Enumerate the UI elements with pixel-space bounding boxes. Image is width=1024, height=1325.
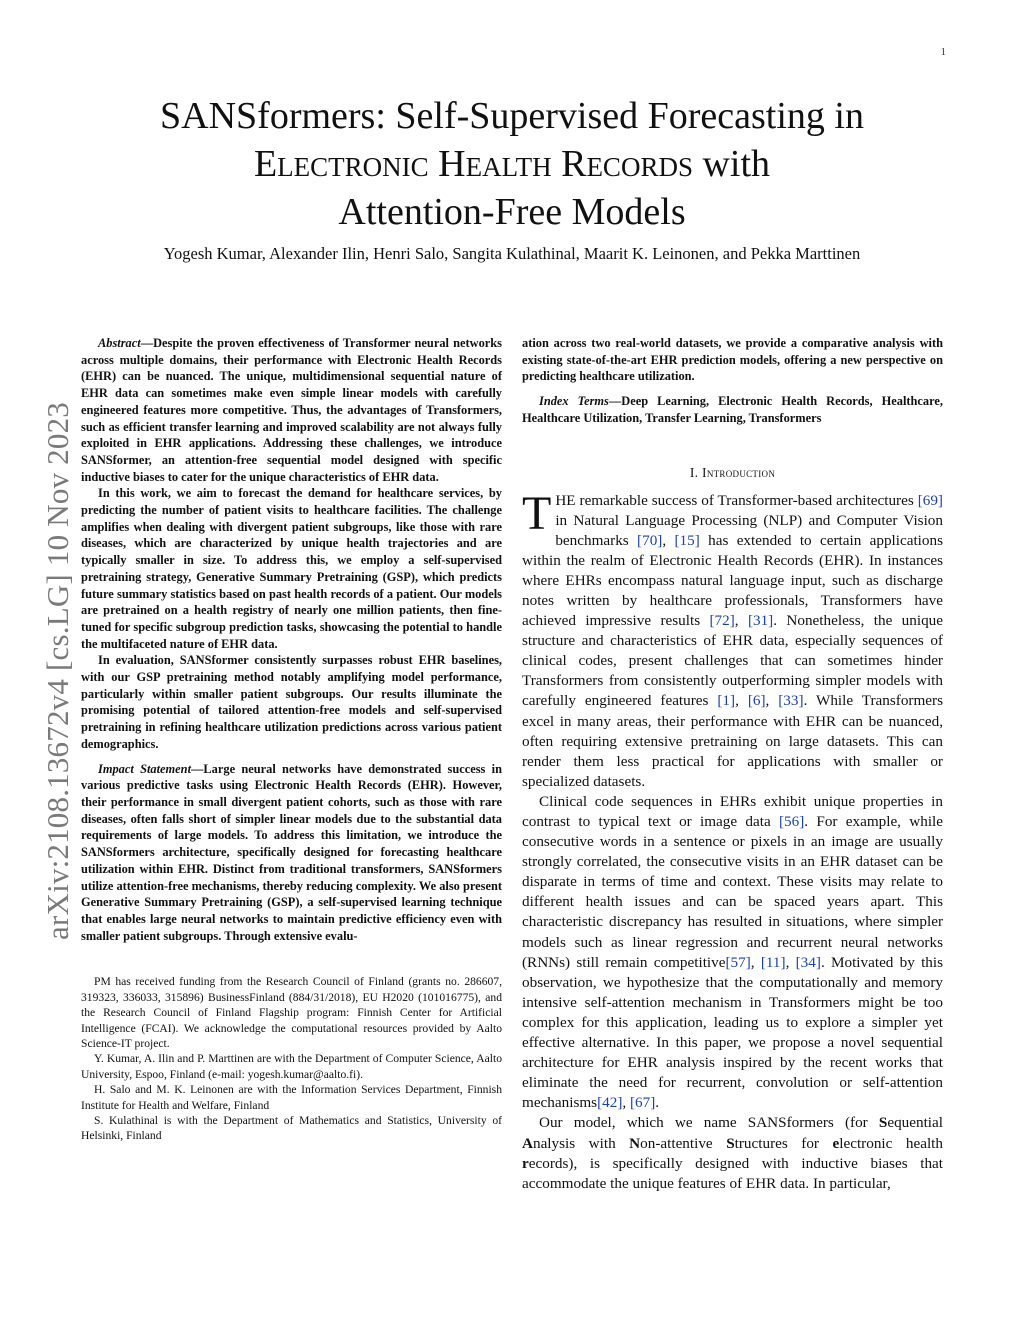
title-line-2-smallcaps: Electronic Health Records bbox=[253, 143, 693, 185]
intro-text: . Nonetheless, the unique structure and characteristics of EHR data, especially sequences of clinical codes, present challenges that can sometimes hinder Transformers from consistently outperforming simpler models with carefully engineered features bbox=[522, 612, 944, 710]
abstract-paragraph-3: In evaluation, SANSformer consistently surpasses robust EHR baselines, with our GSP pretraining method notably amplifying model performance, particularly within smaller patient subgroups. Our results illuminate the promising potential of tailored attention-free models and self-supervised pretraining in refining healthcare utilization predictions across various patient demographics. bbox=[81, 653, 502, 751]
acronym-letter: S bbox=[726, 1134, 735, 1152]
acronym-letter: r bbox=[522, 1154, 529, 1172]
section-title: Introduction bbox=[702, 464, 776, 480]
citation-15[interactable]: [15] bbox=[674, 531, 700, 549]
intro-text: , bbox=[735, 692, 748, 710]
arxiv-id: arXiv:2108.13672v4 [cs.LG] 10 Nov 2023 bbox=[40, 402, 75, 940]
impact-text: —Large neural networks have demonstrated success in various predictive tasks using Electronic Health Records (EHR). However, their performance in small divergent patient cohorts, such as those with rare diseases, often falls short of simpler linear models due to the substantial data requirements of large models. To address this limitation, we introduce the SANSformers architecture, specifically designed for forecasting healthcare utilization within EHR. Distinct from traditional transformers, SANSformers utilize attention-free mechanisms, thereby reducing complexity. We also present Generative Summary Pretraining (GSP), a self-supervised learning technique that enables large neural networks to maintain predictive efficiency even with smaller patient subgroups. Through extensive evalu- bbox=[81, 761, 502, 943]
intro-text: , bbox=[785, 953, 796, 971]
citation-6[interactable]: [6] bbox=[747, 692, 766, 710]
intro-text: lectronic health bbox=[839, 1134, 943, 1152]
title-line-2-rest: with bbox=[692, 143, 771, 185]
index-terms bbox=[522, 393, 943, 426]
abstract-text-1: —Despite the proven effectiveness of Transformer neural networks across multiple domains, their performance with Electronic Health Records (EHR) can be nuanced. The unique, multidimensional sequential nature of EHR data can sometimes make even simple linear models with carefully engineered features more competitive. Thus, the advantages of Transformers, such as efficient transfer learning and improved scalability are not always fully exploited in EHR applications. Addressing these challenges, we introduce SANSformer, an attention-free sequential model designed with specific inductive biases to cater for the unique characteristics of EHR data. bbox=[81, 336, 502, 484]
citation-72[interactable]: [72] bbox=[709, 612, 735, 630]
intro-paragraph-1 bbox=[522, 486, 944, 792]
citation-56[interactable]: [56] bbox=[778, 813, 805, 831]
citation-1[interactable]: [1] bbox=[717, 692, 736, 710]
intro-text: , bbox=[765, 692, 779, 710]
page-number: 1 bbox=[940, 46, 946, 58]
impact-statement bbox=[81, 761, 502, 945]
impact-label: Impact Statement bbox=[98, 761, 192, 776]
intro-text: tructures for bbox=[734, 1134, 833, 1152]
left-column bbox=[81, 335, 502, 1144]
intro-text: . While Transformers excel in many areas, their performance with EHR can be nuanced, often requiring extensive pretraining on large datasets. This can render them less practical for applications with smaller or specialized datasets. bbox=[522, 692, 944, 790]
acronym-letter: A bbox=[522, 1134, 533, 1152]
title-line-2 bbox=[90, 140, 934, 188]
footnote-aalto: Y. Kumar, A. Ilin and P. Marttinen are with the Department of Computer Science, Aalto University, Espoo, Finland (e-mail: yogesh.kumar@aalto.fi). bbox=[81, 1052, 502, 1081]
intro-text: . For example, while consecutive words in a sentence or pixels in an image are usually strongly correlated, the consecutive visits in an EHR dataset can be disparate in terms of time and context. These visits may relate to different health issues and can be spaced years apart. This characteristic discrepancy has resulted in situations, where simpler models such as linear regression and recurrent neural networks (RNNs) still remain competitive bbox=[522, 813, 943, 971]
citation-67[interactable]: [67] bbox=[629, 1094, 656, 1112]
intro-text: equential bbox=[887, 1114, 943, 1132]
footnote-funding: PM has received funding from the Research Council of Finland (grants no. 286607, 319323, 336033, 315896) BusinessFinland (884/31/2018), EU H2020 (101016775), and the Research Council of Finland Flagship program: Finnish Center for Artificial Intelligence (FCAI). We acknowledge the computational resources provided by Aalto Science-IT project. bbox=[81, 975, 502, 1050]
intro-text: Clinical code sequences in EHRs exhibit unique properties in contrast to typical text or image data bbox=[522, 792, 943, 831]
index-terms-label: Index Terms bbox=[539, 394, 609, 409]
author-list: Yogesh Kumar, Alexander Ilin, Henri Salo, Sangita Kulathinal, Maarit K. Leinonen, and Pekka Marttinen bbox=[163, 244, 861, 263]
intro-text: has extended to certain applications within the realm of Electronic Health Records (EHR). In instances where EHRs encompass natural language input, such as discharge notes written by healthcare professionals, Transformers have achieved impressive results bbox=[522, 531, 944, 630]
section-heading-introduction bbox=[522, 465, 943, 481]
intro-text: , bbox=[662, 531, 675, 549]
intro-text: , bbox=[622, 1094, 630, 1112]
intro-text: . bbox=[655, 1094, 660, 1112]
citation-31[interactable]: [31] bbox=[747, 612, 774, 630]
section-numeral: I. bbox=[689, 464, 703, 480]
acronym-letter: e bbox=[832, 1134, 840, 1152]
drop-cap: T bbox=[522, 486, 552, 540]
intro-paragraph-3 bbox=[522, 1113, 943, 1193]
intro-text: in Natural Language Processing (NLP) and Computer Vision benchmarks bbox=[555, 511, 943, 549]
abstract-paragraph-1 bbox=[81, 335, 502, 485]
citation-33[interactable]: [33] bbox=[778, 692, 804, 710]
intro-paragraph-2 bbox=[522, 792, 943, 1114]
abstract-label: Abstract bbox=[98, 336, 141, 350]
intro-text: Our model, which we name SANSformers (for bbox=[539, 1114, 879, 1132]
citation-11[interactable]: [11] bbox=[760, 953, 786, 971]
citation-57[interactable]: [57] bbox=[725, 953, 751, 971]
intro-text: , bbox=[734, 612, 748, 630]
title-line-3: Attention-Free Models bbox=[338, 191, 686, 233]
intro-text: ecords), is specifically designed with inductive biases that accommodate the unique features of EHR data. In particular, bbox=[522, 1154, 943, 1192]
intro-text: , bbox=[750, 953, 761, 971]
paper-title bbox=[90, 92, 934, 236]
citation-42[interactable]: [42] bbox=[597, 1094, 623, 1112]
intro-text: on-attentive bbox=[640, 1134, 727, 1152]
intro-text: . Motivated by this observation, we hypothesize that the computationally and memory intensive self-attention mechanism in Transformers might be too complex for this application, leading us to explore a simpler yet effective alternative. In this paper, we propose a novel sequential architecture for EHR analysis inspired by the recent works that eliminate the need for recurrent, convolution or self-attention mechanisms bbox=[522, 953, 944, 1112]
title-line-1: SANSformers: Self-Supervised Forecasting in bbox=[160, 95, 864, 137]
index-terms-text: —Deep Learning, Electronic Health Records, Healthcare, Healthcare Utilization, Transfer Learning, Transformers bbox=[522, 394, 943, 425]
citation-34[interactable]: [34] bbox=[795, 953, 821, 971]
impact-statement-continued: ation across two real-world datasets, we provide a comparative analysis with existing state-of-the-art EHR prediction models, offering a new perspective on predicting healthcare utilization. bbox=[522, 336, 943, 384]
citation-69[interactable]: [69] bbox=[917, 491, 943, 509]
abstract-paragraph-2: In this work, we aim to forecast the demand for healthcare services, by predicting the number of patient visits to healthcare facilities. The challenge amplifies when dealing with divergent patient subgroups, like those with rare diseases, which are characterized by unique health trajectories and are typically smaller in size. To address this, we employ a self-supervised pretraining strategy, Generative Summary Pretraining (GSP), which predicts future summary statistics based on past health records of a patient. Our models are pretrained on a health registry of nearly one million patients, then fine-tuned for specific subgroup prediction tasks, showcasing the potential to handle the multifaceted nature of EHR data. bbox=[81, 486, 502, 651]
citation-70[interactable]: [70] bbox=[637, 531, 663, 549]
footnote-helsinki: S. Kulathinal is with the Department of Mathematics and Statistics, University of Helsinki, Finland bbox=[81, 1113, 502, 1143]
footnote-thl: H. Salo and M. K. Leinonen are with the Information Services Department, Finnish Institute for Health and Welfare, Finland bbox=[81, 1083, 502, 1112]
acronym-letter: S bbox=[878, 1114, 888, 1132]
right-column bbox=[522, 335, 943, 1194]
intro-text: nalysis with bbox=[532, 1134, 630, 1152]
intro-text: HE remarkable success of Transformer-based architectures bbox=[555, 491, 918, 509]
acronym-letter: N bbox=[629, 1134, 641, 1152]
